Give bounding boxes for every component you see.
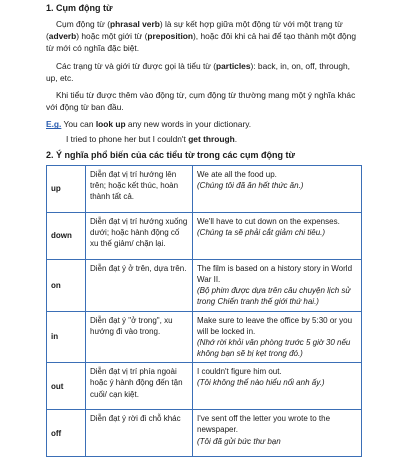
particle-example-cell [193,165,362,212]
particle-term: on [47,259,86,311]
particle-example: I've sent off the letter you wrote to the newspaper. [197,414,331,435]
example-label: E.g. [46,119,62,130]
particle-term: in [47,311,86,363]
text-run: . [234,133,238,144]
particle-meaning: Diễn đạt vị trí hướng lên trên; hoặc kết thúc, hoàn thành tất cả. [86,165,193,212]
text-run: You can [61,119,96,130]
particles-paragraph [46,60,362,84]
section-2-heading: 2. Ý nghĩa phổ biến của các tiểu từ trong các cụm động từ [46,149,296,160]
example-phrasal-verb: look up [95,119,126,130]
particle-example-cell [193,259,362,311]
particle-meaning: Diễn đạt vị trí hướng xuống dưới; hoặc hành động cố xu thế giảm/ chặn lại. [86,212,193,259]
particle-translation: (Chúng tôi đã ăn hết thức ăn.) [197,180,304,190]
meaning-note-paragraph: Khi tiểu từ được thêm vào động từ, cụm động từ thường mang một ý nghĩa khác với động từ ban đầu. [46,89,356,113]
particle-example: The film is based on a history story in World War II. [197,263,353,284]
particle-term: up [47,165,86,212]
particles-table-body [47,165,362,457]
particle-translation: (Nhớ rời khỏi văn phòng trước 5 giờ 30 nếu không bạn sẽ bị kẹt trong đó.) [197,337,351,359]
table-row [47,165,362,212]
particle-meaning: Diễn đạt vị trí phía ngoài hoặc ý hành động đến tận cuối/ cạn kiệt. [86,363,193,410]
particle-term: out [47,363,86,410]
text-run: any new words in your dictionary. [125,119,252,130]
table-row [47,363,362,410]
particle-meaning: Diễn đạt ý ở trên, dựa trên. [86,259,193,311]
particle-translation: (Chúng ta sẽ phải cắt giảm chi tiêu.) [197,227,326,237]
content-column [46,2,362,457]
particle-meaning: Diễn đạt ý rời đi chỗ khác [86,410,193,457]
text-run: Các trạng từ và giới từ được gọi là tiểu từ ( [56,60,217,71]
text-run: ) hoặc một giới từ ( [76,31,148,42]
particle-term: off [47,410,86,457]
particle-example: We ate all the food up. [197,169,277,179]
particle-example: Make sure to leave the office by 5:30 or you will be locked in. [197,315,353,336]
particle-translation: (Tôi đã gửi bức thư bạn [197,436,281,446]
text-run: ), hoặc đôi khi cả hai để tạo thành một động từ mới có nghĩa đặc biệt. [46,31,356,54]
table-row [47,410,362,457]
particle-example: We'll have to cut down on the expenses. [197,216,340,226]
particle-example: I couldn't figure him out. [197,367,282,377]
particle-translation: (Tôi không thể nào hiểu nổi anh ấy.) [197,378,325,388]
text-run: ): back, in, on, off, through, up, etc. [46,60,350,83]
section-1-heading: 1. Cụm động từ [46,3,113,13]
table-row [47,259,362,311]
particles-table [46,165,362,457]
example-line-2 [46,133,362,145]
particle-example-cell [193,363,362,410]
text-run: Cụm động từ ( [56,19,111,30]
text-run: ) là sự kết hợp giữa một động từ với một trạng từ ( [46,19,343,42]
term-adverb: adverb [48,31,77,42]
particle-example-cell [193,410,362,457]
term-particles: particles [216,60,251,71]
particle-meaning: Diễn đạt ý "ở trong", xu hướng đi vào trong. [86,311,193,363]
text-run: I tried to phone her but I couldn't [66,133,189,144]
table-row [47,311,362,363]
particle-term: down [47,212,86,259]
example-phrasal-verb: get through [188,133,235,144]
particle-example-cell [193,311,362,363]
table-row [47,212,362,259]
particle-translation: (Bộ phim được dựa trên câu chuyện lịch sử trong Chiến tranh thế giới thứ hai.) [197,286,351,307]
particle-example-cell [193,212,362,259]
phrasal-verb-definition [46,18,362,55]
example-line-1 [46,118,362,130]
term-preposition: preposition [147,31,194,42]
term-phrasal-verb: phrasal verb [110,19,160,30]
